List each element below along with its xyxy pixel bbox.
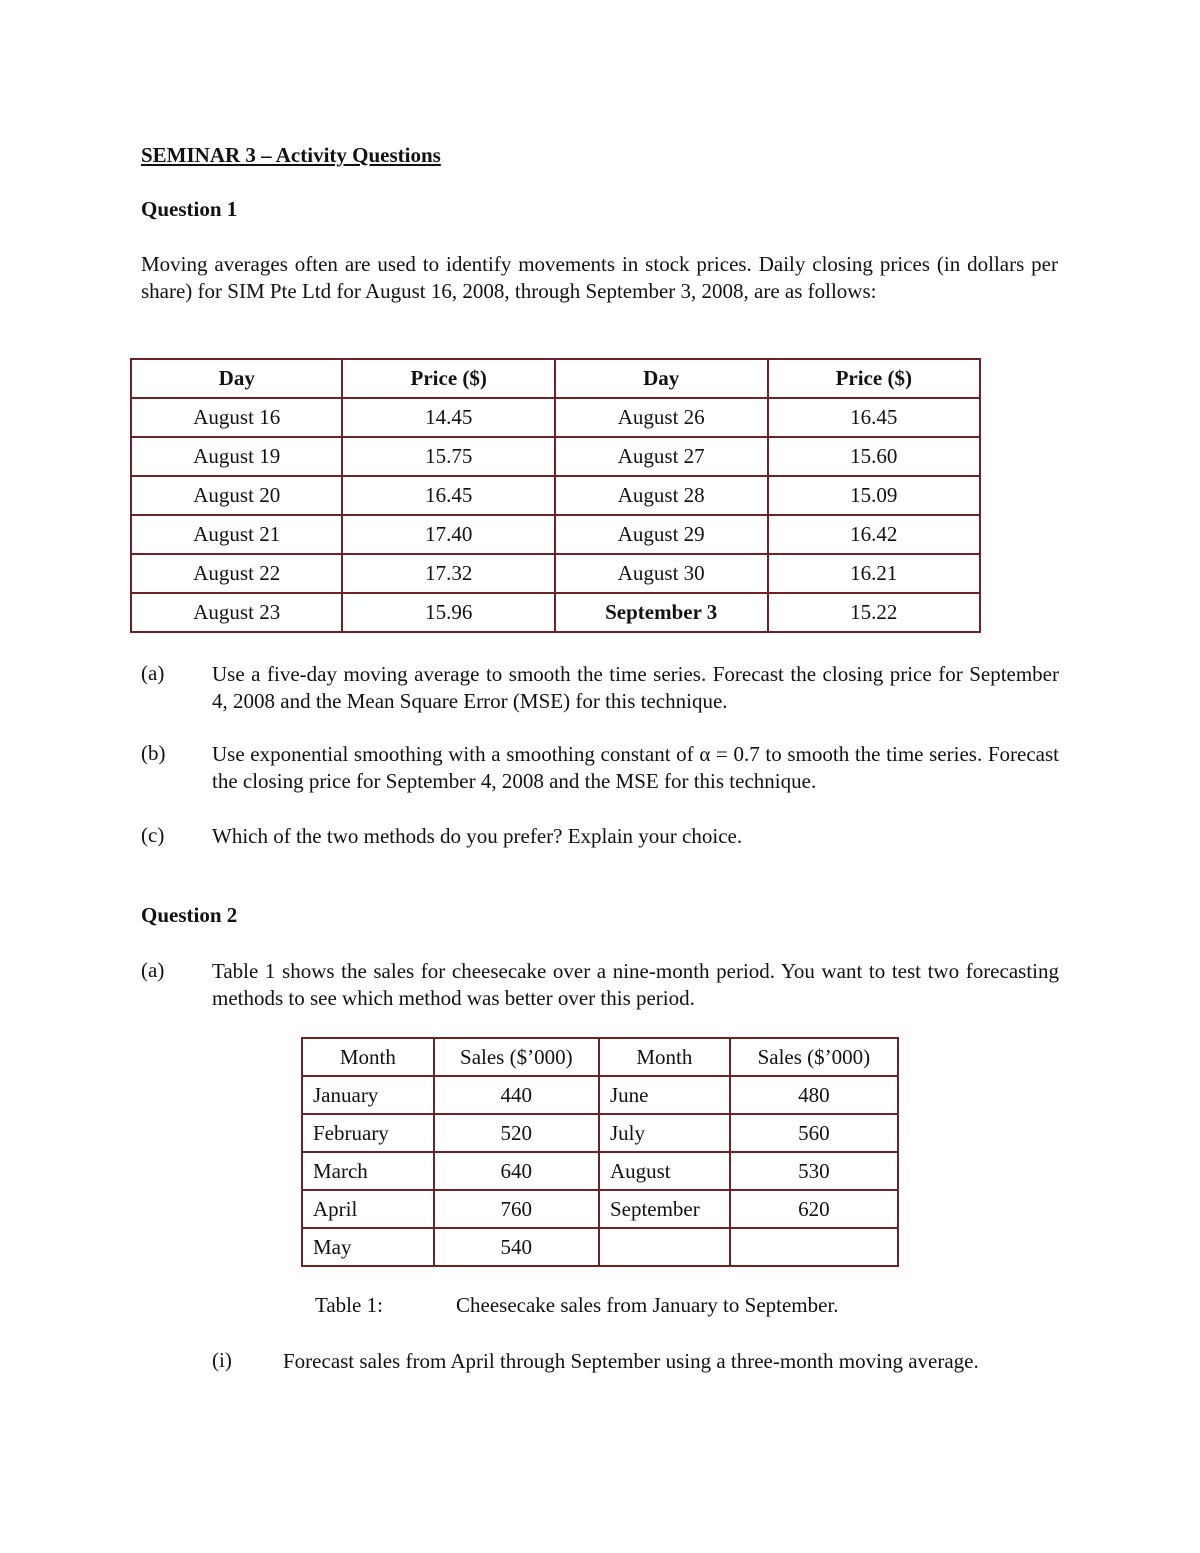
table-header-row [302,1038,898,1076]
column-header: Day [131,359,342,398]
part-c-text: Which of the two methods do you prefer? Explain your choice. [212,824,743,848]
table-cell: 620 [730,1190,898,1228]
table-cell: 16.45 [768,398,980,437]
sales-table [301,1037,899,1267]
table-cell: 15.60 [768,437,980,476]
table-row [131,515,980,554]
part-b-label: (b) [141,741,166,765]
column-header: Month [302,1038,434,1076]
part-c-label: (c) [141,823,165,847]
table-cell: 560 [730,1114,898,1152]
table-cell: February [302,1114,434,1152]
table-cell: 15.75 [342,437,554,476]
table-cell: August 29 [555,515,768,554]
table-cell: 760 [434,1190,599,1228]
table-cell: 17.40 [342,515,554,554]
table-cell: May [302,1228,434,1266]
price-table [130,358,981,633]
q2-part-a-text: Table 1 shows the sales for cheesecake over a nine-month period. You want to test two forecasting methods to see which method was better over this period. [212,959,1059,1010]
question-1-heading: Question 1 [141,197,238,221]
table-cell: 440 [434,1076,599,1114]
table-row [302,1114,898,1152]
table-cell: June [599,1076,730,1114]
table-cell [730,1228,898,1266]
table-cell: April [302,1190,434,1228]
table-cell: 480 [730,1076,898,1114]
table-cell: 16.21 [768,554,980,593]
table-cell: August 22 [131,554,342,593]
table-cell [599,1228,730,1266]
question-1-intro: Moving averages often are used to identify movements in stock prices. Daily closing prices (in dollars per share) for SIM Pte Ltd for August 16, 2008, through September 3, 2008, are as follows: [141,252,1058,303]
part-a-text: Use a five-day moving average to smooth the time series. Forecast the closing price for September 4, 2008 and the Mean Square Error (MSE) for this technique. [212,662,1059,713]
table-cell: August 26 [555,398,768,437]
table-cell: September [599,1190,730,1228]
sub-i-label: (i) [212,1348,232,1372]
table-caption-text: Cheesecake sales from January to September. [456,1293,839,1317]
table-cell: March [302,1152,434,1190]
table-cell: July [599,1114,730,1152]
table-cell: September 3 [555,593,768,632]
part-a-label: (a) [141,661,165,685]
question-2-heading: Question 2 [141,903,238,927]
column-header: Price ($) [342,359,554,398]
table-cell: 520 [434,1114,599,1152]
column-header: Sales ($’000) [730,1038,898,1076]
column-header: Month [599,1038,730,1076]
table-row [302,1152,898,1190]
table-cell: 540 [434,1228,599,1266]
table-cell: 14.45 [342,398,554,437]
table-cell: 15.09 [768,476,980,515]
table-cell: 15.22 [768,593,980,632]
table-row [131,476,980,515]
table-cell: 640 [434,1152,599,1190]
sub-i-text: Forecast sales from April through September using a three-month moving average. [283,1349,979,1373]
table-header-row [131,359,980,398]
table-cell: 17.32 [342,554,554,593]
q2-part-a-label: (a) [141,958,165,982]
table-cell: August 23 [131,593,342,632]
column-header: Sales ($’000) [434,1038,599,1076]
column-header: Price ($) [768,359,980,398]
table-cell: 16.45 [342,476,554,515]
table-cell: 15.96 [342,593,554,632]
page-title: SEMINAR 3 – Activity Questions [141,143,441,167]
column-header: Day [555,359,768,398]
table-cell: August [599,1152,730,1190]
table-cell: August 27 [555,437,768,476]
table-cell: August 19 [131,437,342,476]
table-cell: August 30 [555,554,768,593]
table-row [131,398,980,437]
table-row [302,1076,898,1114]
table-row [131,593,980,632]
table-cell: August 28 [555,476,768,515]
table-cell: August 21 [131,515,342,554]
table-row [302,1228,898,1266]
table-cell: 16.42 [768,515,980,554]
table-caption-label: Table 1: [315,1293,383,1317]
table-row [131,554,980,593]
table-row [131,437,980,476]
table-cell: January [302,1076,434,1114]
table-cell: 530 [730,1152,898,1190]
table-cell: August 20 [131,476,342,515]
table-cell: August 16 [131,398,342,437]
part-b-text: Use exponential smoothing with a smoothing constant of α = 0.7 to smooth the time series. Forecast the closing price for September 4, 2008 and the MSE for this technique. [212,742,1059,793]
table-row [302,1190,898,1228]
